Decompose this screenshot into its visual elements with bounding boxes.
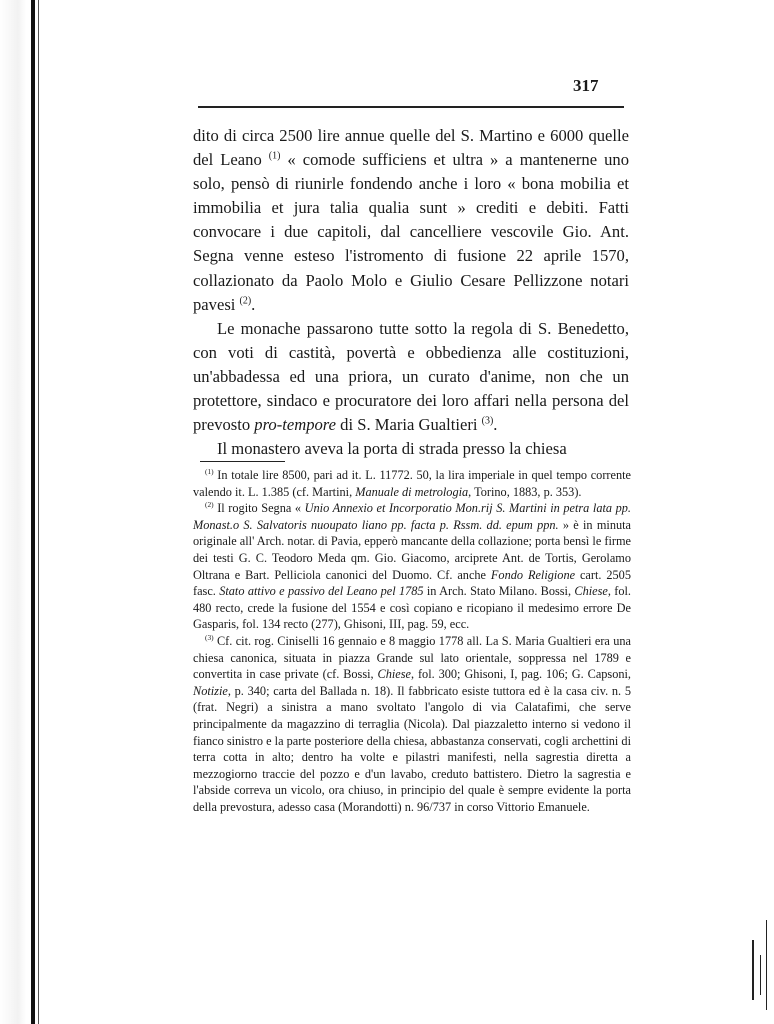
footnote-ref: (1) bbox=[268, 150, 281, 162]
scan-left-margin bbox=[0, 0, 46, 1024]
paragraph: dito di circa 2500 lire annue quelle del S. Martino e 6000 quelle del Leano $^{(1)}$ « comode sufficiens et ultra » a mantenerne uno solo, pensò di riunirle fondendo anche i loro « bona mobilia et immobilia et jura talia qualia sunt » crediti e debiti. Fatti convocare i due capitoli, dal cancelliere vescovile Gio. Ant. Segna venne esteso l'istromento di fusione 22 aprile 1570, collazionato da Paolo Molo e Giulio Cesare Pellizzone notari pavesi $^{(2)}$. bbox=[193, 126, 630, 314]
footnote: $^{(3)}$ Cf. cit. rog. Ciniselli 16 gennaio e 8 maggio 1778 all. La S. Maria Gualtieri era una chiesa canonica, situata in piazza Grande sul lato orientale, soppressa nel 1789 e convertita in case private (cf. Bossi, Chiese, fol. 300; Ghisoni, I, pag. 106; G. Capsoni, Notizie, p. 340; carta del Ballada n. 18). Il fabbricato esiste tuttora ed è la casa civ. n. 5 (frat. Negri) a sinistra a mano svoltato l'angolo di via Calatafimi, che serve principalmente da magazzino di terraglia (Nicola). Dal piazzaletto interno si vedono il fianco sinistro e la parte posteriore della chiesa, abbastanza conservati, cogli archettini di terra cotta in alto; dentro ha volte e pilastri manifesti, nella sagrestia diretta a mezzogiorno traccie del pozzo e d'un lavabo, creduto battistero. Dietro la sagrestia e l'abside correva un vicolo, ora chiuso, in principio del quale è sempre evidente la porta della prevostura, adesso casa (Morandotti) n. 96/737 in corso Vittorio Emanuele. bbox=[193, 632, 631, 814]
footnote-ref: (3) bbox=[481, 415, 494, 427]
page-number: 317 bbox=[573, 76, 599, 95]
paragraph: Il monastero aveva la porta di strada presso la chiesa bbox=[217, 439, 567, 459]
footnote: $^{(2)}$ Il rogito Segna « Unio Annexio et Incorporatio Mon.rij S. Martini in petra lata pp. Monast.o S. Salvatoris nuoupato liano pp. facta p. Rssm. dd. epum ppn. » è in minuta originale all' Arch. notar. di Pavia, epperò mancante della collazione; porta bensì le firme dei testi G. C. Teodoro Meda qm. Gio. Giacomo, arciprete Ant. de Tortis, Gerolamo Oltrana e Bart. Pelliciola canonici del Duomo. Cf. anche Fondo Religione cart. 2505 fasc. Stato attivo e passivo del Leano pel 1785 in Arch. Stato Milano. Bossi, Chiese, fol. 480 recto, crede la fusione del 1554 e così copiano e ricopiano il medesimo errore De Gasparis, fol. 134 recto (277), Ghisoni, III, pag. 59, ecc. bbox=[193, 500, 631, 632]
binding-edge-line bbox=[31, 0, 35, 1024]
footnote-separator bbox=[200, 461, 285, 462]
footnote: $^{(1)}$ In totale lire 8500, pari ad it. L. 11772. 50, la lira imperiale in quel tempo corrente valendo it. L. 1.385 (cf. Martini, Manuale di metrologia, Torino, 1883, p. 353). bbox=[193, 466, 631, 499]
main-text bbox=[193, 124, 629, 461]
scan-right-margin bbox=[746, 0, 774, 1024]
binding-edge-line-secondary bbox=[38, 0, 39, 1024]
header-rule bbox=[198, 106, 624, 108]
paragraph: Le monache passarono tutte sotto la regola di S. Benedetto, con voti di castità, povertà e obbedienza alle costituzioni, un'abbadessa ed una priora, un curato d'anime, non che un protettore, sindaco e procuratore dei loro affari nella persona del prevosto pro-tempore di S. Maria Gualtieri $^{(3)}$. bbox=[193, 318, 629, 435]
footnotes bbox=[193, 467, 631, 815]
footnote-ref: (2) bbox=[239, 295, 252, 307]
